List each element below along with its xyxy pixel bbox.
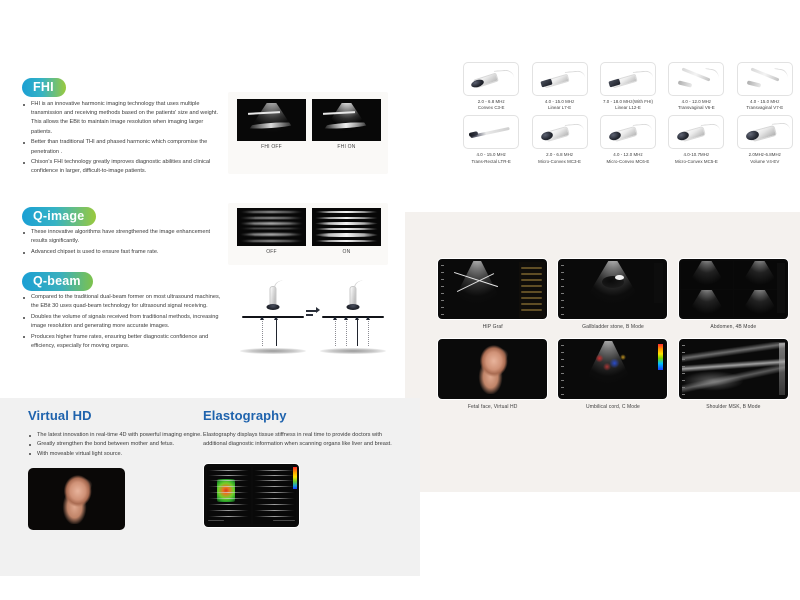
gallery-caption: Umbilical cord, C Mode	[586, 404, 640, 410]
probe-cell[interactable]	[595, 115, 661, 164]
probe-thumbnail	[600, 62, 656, 96]
qbeam-bullet-list	[22, 293, 222, 353]
probe-cell[interactable]	[526, 62, 592, 111]
fhi-heading-pill: FHI	[22, 78, 66, 97]
reflection-floor	[320, 348, 386, 354]
comparison-arrow-icon	[306, 308, 320, 320]
qimage-bullet-list	[22, 228, 222, 259]
probe-label: 2.0 - 6.8 MHz Micro-Convex MC3-E	[538, 152, 582, 164]
probe-cell[interactable]	[732, 62, 798, 111]
elastography-title: Elastography	[203, 408, 287, 423]
probe-label: 4.0-10.7MHz Micro-Convex MC5-E	[674, 152, 718, 164]
fhi-comparison-group	[237, 99, 381, 150]
probe-thumbnail	[532, 62, 588, 96]
fhi-bullet: FHI is an innovative harmonic imaging technology that uses multiple transmission and receiving methods based on the patients' size and weight. This allows the EBit to maintain image resolution when imaging larger patients.	[22, 100, 222, 137]
probe-cell[interactable]	[732, 115, 798, 164]
virtual-hd-fetal-image	[28, 468, 125, 530]
fhi-on-caption: FHI ON	[337, 144, 356, 150]
probe-label: 4.0 - 12.0 MHz Micro-Convex MC6-E	[606, 152, 650, 164]
gallery-caption: HIP Graf	[482, 324, 503, 330]
probe-cell[interactable]	[458, 62, 524, 111]
probe-label: 4.0 - 12.0 MHz Transvaginal V6-E	[677, 99, 715, 111]
fhi-on-item	[312, 99, 381, 150]
gallery-image	[557, 258, 668, 320]
qimage-comparison-group	[237, 208, 381, 255]
probe-cell[interactable]	[595, 62, 661, 111]
gallery-caption: Gallbladder stone, B Mode	[582, 324, 644, 330]
gallery-item[interactable]	[678, 258, 789, 330]
probe-thumbnail	[668, 62, 724, 96]
probe-thumbnail	[668, 115, 724, 149]
virtual-hd-bullet-list	[28, 431, 203, 459]
qbeam-bullet: Compared to the traditional dual-beam former on most ultrasound machines, the EBit 30 uses quad-beam technology for ultrasound signal receiving.	[22, 293, 222, 311]
reflection-floor	[240, 348, 306, 354]
fhi-off-caption: FHI OFF	[261, 144, 282, 150]
virtual-hd-section	[28, 408, 203, 530]
virtual-hd-bullet: Greatly strengthen the bond between mother and fetus.	[28, 440, 203, 449]
probe-label: 2.0 - 6.8 MHz Convex C3-E	[477, 99, 505, 111]
qimage-on-item	[312, 208, 381, 255]
gallery-image	[437, 338, 548, 400]
fhi-on-image	[312, 99, 381, 141]
gallery-image	[437, 258, 548, 320]
gallery-image	[678, 338, 789, 400]
qbeam-diagram	[238, 284, 388, 362]
gallery-caption: Fetal face, Virtual HD	[467, 404, 518, 410]
qimage-bullet: These innovative algorithms have strengthened the image enhancement results significantly.	[22, 228, 222, 246]
probe-cell[interactable]	[663, 62, 729, 111]
gallery-caption: Shoulder MSK, B Mode	[706, 404, 761, 410]
probe-cell[interactable]	[526, 115, 592, 164]
qimage-off-caption: OFF	[266, 249, 277, 255]
probe-thumbnail	[737, 115, 793, 149]
gallery-image	[678, 258, 789, 320]
qimage-off-item	[237, 208, 306, 255]
qbeam-bullet: Produces higher frame rates, ensuring better diagnostic confidence and efficiency, especially for moving organs.	[22, 333, 222, 351]
elastography-screenshot	[203, 463, 300, 528]
gallery-image	[557, 338, 668, 400]
probe-cell[interactable]	[663, 115, 729, 164]
gallery-item[interactable]	[437, 258, 548, 330]
probe-icon	[347, 286, 360, 313]
probe-thumbnail	[532, 115, 588, 149]
fhi-off-item	[237, 99, 306, 150]
elasticity-colorbar	[293, 467, 297, 489]
probe-label: 7.0 - 18.0 MHz(With FHI) Linear L12-E	[602, 99, 653, 111]
probe-thumbnail	[600, 115, 656, 149]
virtual-hd-title: Virtual HD	[28, 408, 92, 423]
elastography-body: Elastography displays tissue stiffness in real time to provide doctors with additional diagnostic information when scanning organs like liver and breast.	[203, 432, 392, 448]
fhi-bullet: Chison's FHI technology greatly improves diagnostic abilities and clinical confidence in larger, difficult-to-image patients.	[22, 158, 222, 176]
quad-beam-illustration	[322, 284, 384, 362]
qimage-bullet: Advanced chipset is used to ensure fast frame rate.	[22, 248, 222, 257]
probe-label: 4.0 - 15.0 MHz Transvaginal V7-E	[746, 99, 784, 111]
dual-beam-illustration	[242, 284, 304, 362]
probe-grid	[458, 62, 798, 165]
elastography-section	[203, 408, 393, 528]
gallery-item[interactable]	[678, 338, 789, 410]
fhi-bullet-list	[22, 100, 222, 178]
qimage-on-caption: ON	[342, 249, 351, 255]
probe-icon	[267, 286, 280, 313]
fhi-bullet: Better than traditional THI and phased harmonic which compromise the penetration .	[22, 138, 222, 156]
virtual-hd-bullet: The latest innovation in real-time 4D with powerful imaging engine.	[28, 431, 203, 440]
fhi-off-image	[237, 99, 306, 141]
qimage-off-image	[237, 208, 306, 246]
probe-cell[interactable]	[458, 115, 524, 164]
gallery-item[interactable]	[437, 338, 548, 410]
probe-label: 2.0MHz-6.8MHz Volume V4-EV	[748, 152, 781, 164]
qbeam-heading-pill: Q-beam	[22, 272, 93, 291]
virtual-hd-bullet: With moveable virtual light source.	[28, 450, 203, 459]
gallery-item[interactable]	[557, 338, 668, 410]
probe-label: 4.0 - 15.0 MHz Trans-Rectal LTR-E	[471, 152, 511, 164]
qbeam-bullet: Doubles the volume of signals received from traditional methods, increasing image resolution and generating more accurate images.	[22, 313, 222, 331]
probe-thumbnail	[737, 62, 793, 96]
transducer-plate	[322, 316, 384, 318]
probe-thumbnail	[463, 62, 519, 96]
probe-thumbnail	[463, 115, 519, 149]
probe-label: 4.0 - 15.0 MHz Linear L7-E	[544, 99, 575, 111]
gallery-caption: Abdomen, 4B Mode	[710, 324, 757, 330]
gallery-item[interactable]	[557, 258, 668, 330]
qimage-heading-pill: Q-image	[22, 207, 96, 226]
qimage-on-image	[312, 208, 381, 246]
clinical-image-gallery	[437, 258, 789, 410]
